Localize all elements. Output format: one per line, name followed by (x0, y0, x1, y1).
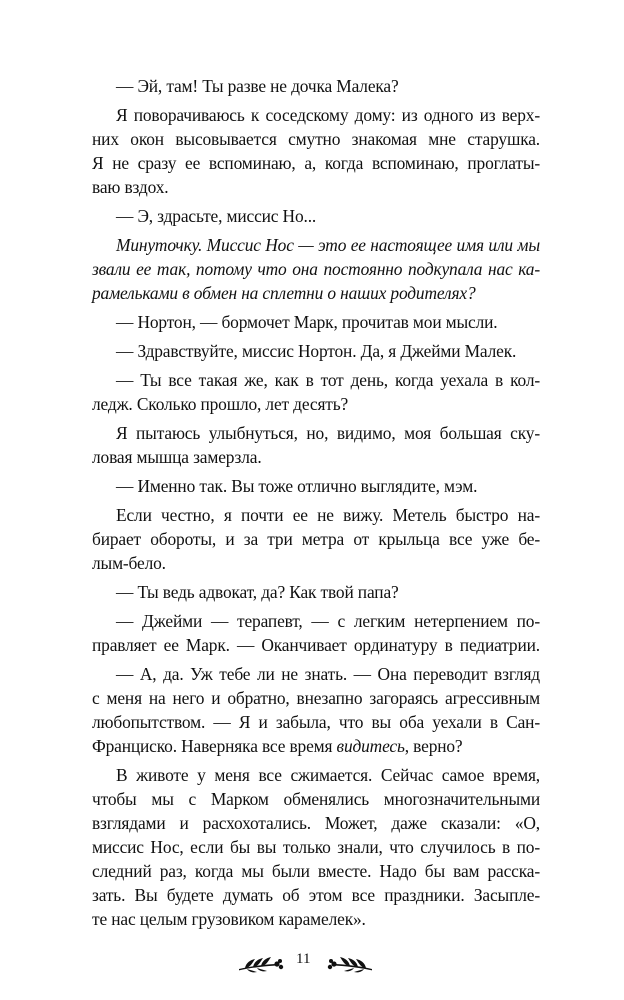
text-line: В животе у меня все сжимается. Сейчас самое время, (116, 765, 540, 785)
text-line: с меня на него и обратно, внезапно загораясь агрессивным (92, 688, 540, 708)
page-number: 11 (296, 951, 311, 967)
text-line: Я пытаюсь улыбнуться, но, видимо, моя большая ску- (116, 423, 540, 443)
text-line-italic: звали ее так, потому что она постоянно подкупала нас ка- (92, 259, 540, 279)
page-footer (0, 948, 624, 978)
text-line: лым-бело. (92, 553, 166, 573)
text-segment: , верно? (404, 736, 463, 756)
text-line: бирает обороты, и за три метра от крыльца все уже бе- (92, 529, 540, 549)
text-line: — Ты ведь адвокат, да? Как твой папа? (116, 582, 399, 602)
text-line: — Джейми — терапевт, — с легким нетерпением по- (116, 611, 540, 631)
text-line: Если честно, я почти ее не вижу. Метель быстро на- (116, 505, 540, 525)
text-segment: Франциско. Наверняка все время (92, 736, 337, 756)
text-line: — А, да. Уж тебе ли не знать. — Она переводит взгляд (116, 664, 540, 684)
text-line: — Э, здрасьте, миссис Но... (116, 206, 317, 226)
text-line: те нас целым грузовиком карамелек». (92, 909, 366, 929)
text-line: — Нортон, — бормочет Марк, прочитав мои мысли. (116, 312, 498, 332)
text-line: ледж. Сколько прошло, лет десять? (92, 394, 349, 414)
text-line: Я не сразу ее вспоминаю, а, когда вспоминаю, проглаты- (92, 153, 540, 173)
text-line: правляет ее Марк. — Оканчивает ординатуру в педиатрии. (92, 635, 540, 655)
text-line-italic: Минуточку. Миссис Нос — это ее настоящее имя или мы (116, 235, 540, 255)
holly-sprig-icon (322, 952, 374, 979)
text-line: ловая мышца замерзла. (92, 447, 262, 467)
text-line: следний раз, когда мы были вместе. Надо бы вам расска- (92, 861, 540, 881)
text-line: взглядами и расхохотались. Может, даже сказали: «О, (92, 813, 540, 833)
text-segment-italic: видитесь (336, 736, 405, 756)
text-line: — Эй, там! Ты разве не дочка Малека? (116, 76, 399, 96)
text-line: ваю вздох. (92, 177, 169, 197)
text-line (92, 734, 540, 758)
text-line: зать. Вы будете думать об этом все праздники. Засыпле- (92, 885, 540, 905)
text-line: любопытством. — Я и забыла, что вы оба уехали в Сан- (92, 712, 540, 732)
text-line: них окон высовывается смутно знакомая мне старушка. (92, 129, 540, 149)
text-line: — Здравствуйте, миссис Нортон. Да, я Джейми Малек. (116, 341, 517, 361)
text-line: — Именно так. Вы тоже отлично выглядите, мэм. (116, 476, 478, 496)
text-line: чтобы мы с Марком обменялись многозначительными (92, 789, 540, 809)
text-line: миссис Нос, если бы вы только знали, что случилось в по- (92, 837, 540, 857)
text-line: — Ты все такая же, как в тот день, когда уехала в кол- (116, 370, 540, 390)
text-line: Я поворачиваюсь к соседскому дому: из одного из верх- (116, 105, 540, 125)
holly-sprig-icon (237, 952, 289, 979)
body-text (92, 74, 540, 931)
text-line-italic: рамельками в обмен на сплетни о наших родителях? (92, 283, 476, 303)
